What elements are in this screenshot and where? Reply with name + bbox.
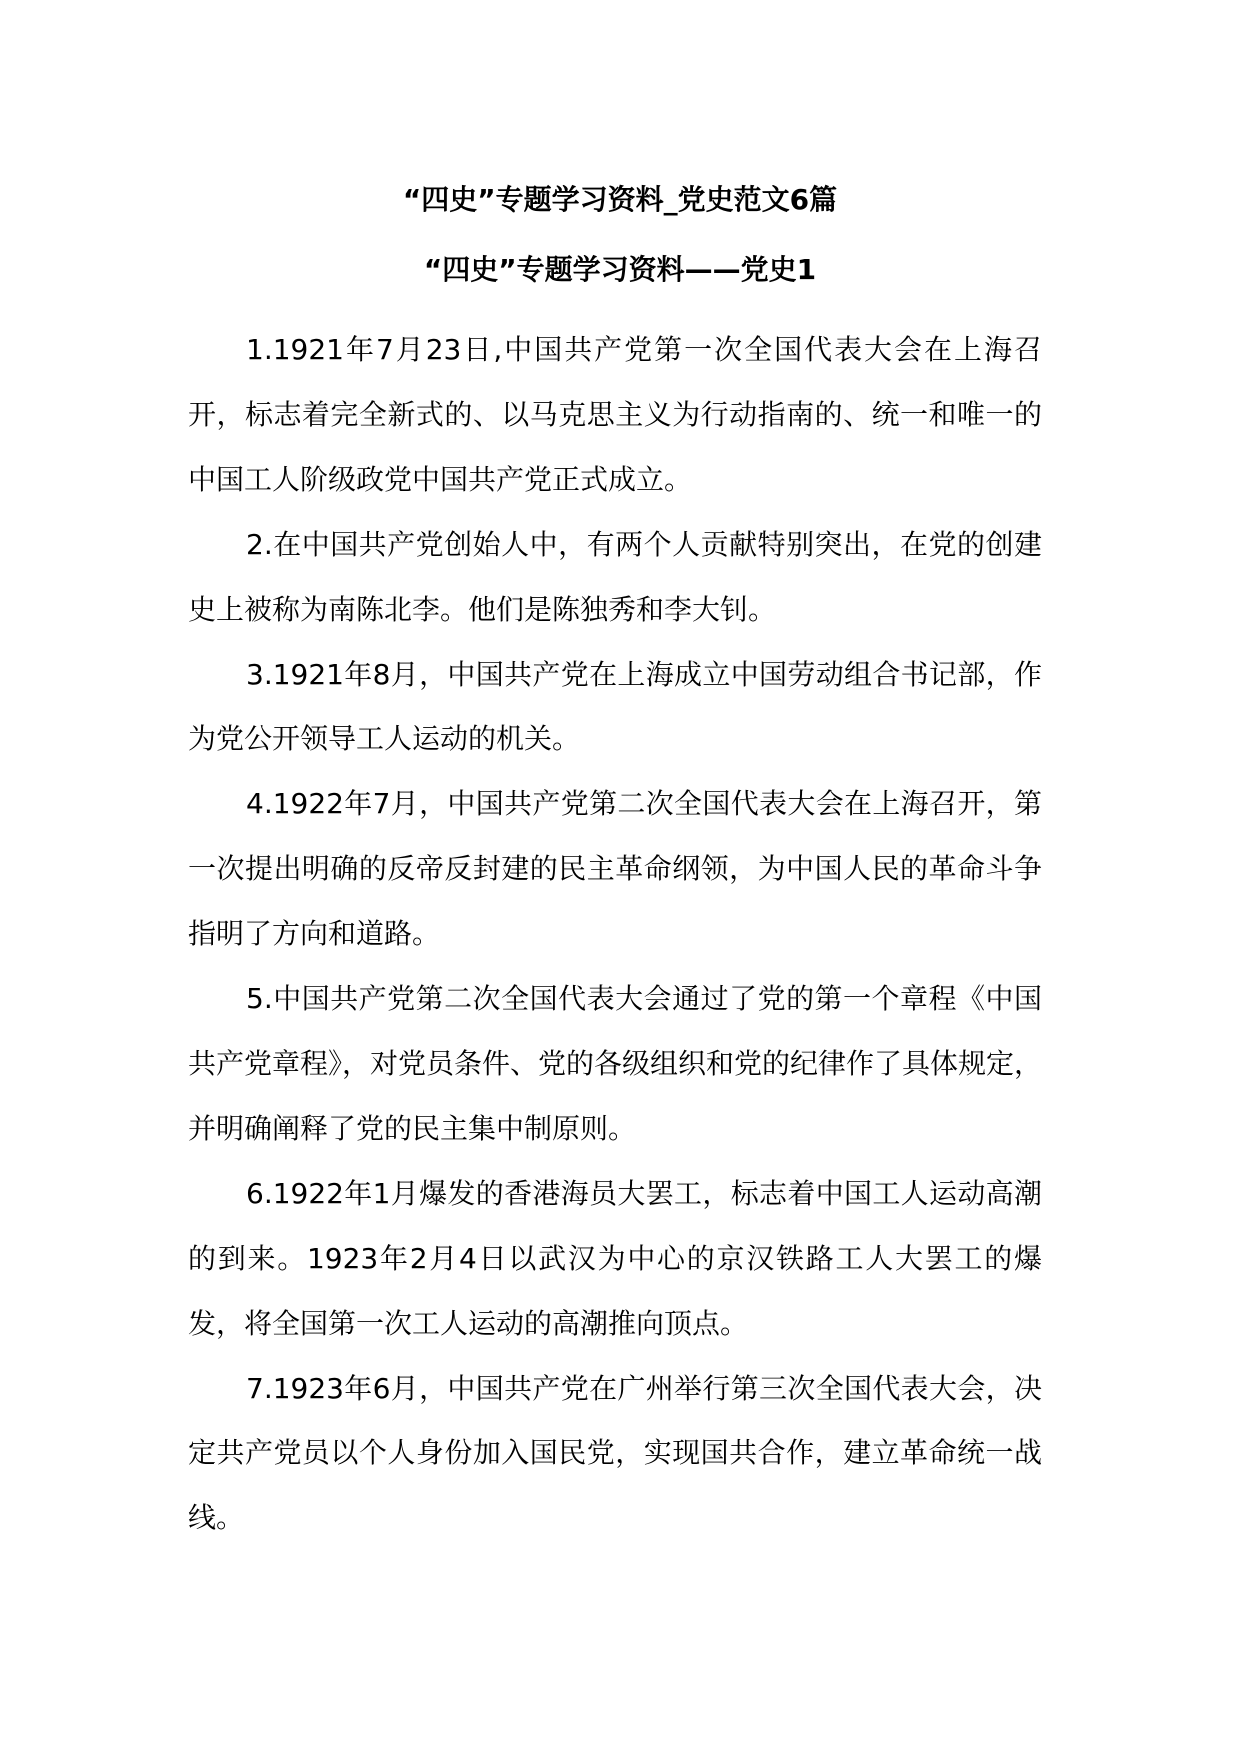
paragraph-2: 2.在中国共产党创始人中，有两个人贡献特别突出，在党的创建史上被称为南陈北李。他们是陈独秀和李大钊。 xyxy=(188,527,1042,626)
document-subtitle: “四史”专题学习资料——党史1 xyxy=(423,253,817,286)
paragraph-6: 6.1922年1月爆发的香港海员大罢工，标志着中国工人运动高潮的到来。1923年2月4日以武汉为中心的京汉铁路工人大罢工的爆发，将全国第一次工人运动的高潮推向顶点。 xyxy=(188,1176,1042,1340)
document-title: “四史”专题学习资料_党史范文6篇 xyxy=(402,183,838,216)
paragraph-5: 5.中国共产党第二次全国代表大会通过了党的第一个章程《中国共产党章程》，对党员条件、党的各级组织和党的纪律作了具体规定，并明确阐释了党的民主集中制原则。 xyxy=(188,982,1043,1145)
paragraph-3: 3.1921年8月，中国共产党在上海成立中国劳动组合书记部，作为党公开领导工人运动的机关。 xyxy=(188,657,1042,756)
document-body xyxy=(188,318,1042,1551)
paragraph-7: 7.1923年6月，中国共产党在广州举行第三次全国代表大会，决定共产党员以个人身份加入国民党，实现国共合作，建立革命统一战线。 xyxy=(188,1371,1042,1535)
paragraph-1: 1.1921年7月23日,中国共产党第一次全国代表大会在上海召开，标志着完全新式的、以马克思主义为行动指南的、统一和唯一的中国工人阶级政党中国共产党正式成立。 xyxy=(188,333,1042,496)
paragraph-4: 4.1922年7月，中国共产党第二次全国代表大会在上海召开，第一次提出明确的反帝反封建的民主革命纲领，为中国人民的革命斗争指明了方向和道路。 xyxy=(188,787,1042,951)
